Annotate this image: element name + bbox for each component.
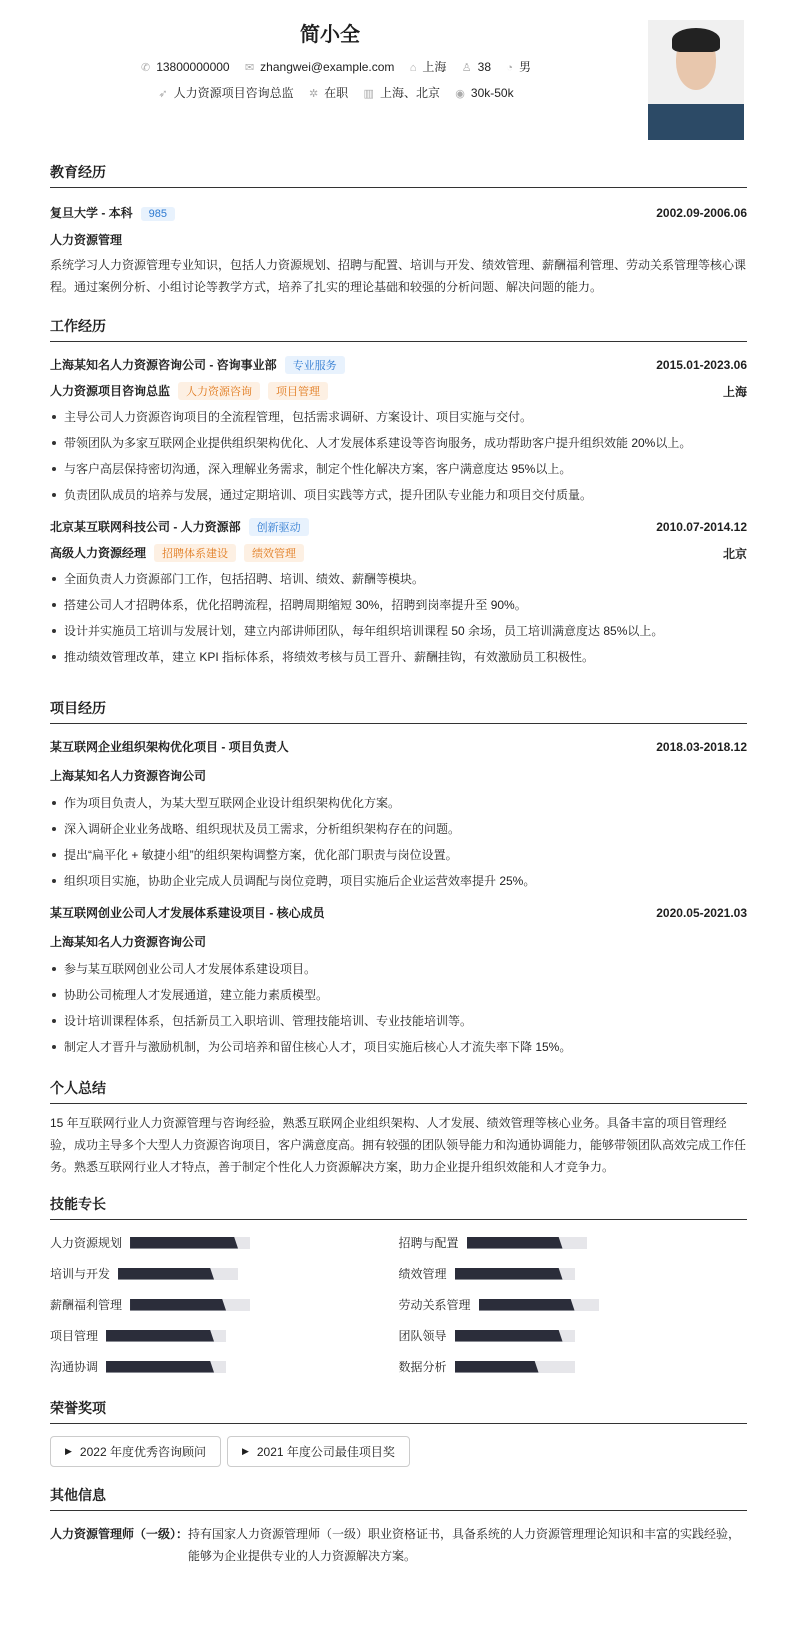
role-tag: 招聘体系建设	[154, 544, 236, 562]
job-entry	[50, 356, 747, 508]
other-section	[50, 1485, 747, 1567]
triangle-icon: ▶	[65, 1446, 72, 1456]
bullet-item: 全面负责人力资源部门工作，包括招聘、培训、绩效、薪酬等模块。	[50, 566, 747, 592]
skill-item	[399, 1265, 748, 1282]
bullet-item: 制定人才晋升与激励机制，为公司培养和留住核心人才，项目实施后核心人才流失率下降 15%。	[50, 1034, 747, 1060]
company: 北京某互联网科技公司 - 人力资源部	[50, 520, 241, 534]
bullet-item: 负责团队成员的培养与发展，通过定期培训、项目实践等方式，提升团队专业能力和项目交付质量。	[50, 482, 747, 508]
role-tag: 人力资源咨询	[178, 382, 260, 400]
major: 人力资源管理	[50, 233, 123, 247]
skill-name: 薪酬福利管理	[50, 1298, 123, 1312]
bullet-item: 深入调研企业业务战略、组织现状及员工需求，分析组织架构存在的问题。	[50, 816, 747, 842]
skill-bar-fill	[479, 1299, 575, 1311]
education-desc: 系统学习人力资源管理专业知识，包括人力资源规划、招聘与配置、培训与开发、绩效管理、薪酬福利管理、劳动关系管理等核心课程。通过案例分析、小组讨论等教学方式，培养了扎实的理论基础和较强的分析问题、解决问题的能力。	[50, 258, 747, 294]
skill-bar	[130, 1299, 250, 1311]
gender: 男	[519, 60, 532, 74]
skill-bar	[479, 1299, 599, 1311]
date: 2018.03-2018.12	[656, 739, 747, 754]
bullet-item: 组织项目实施，协助企业完成人员调配与岗位竞聘，项目实施后企业运营效率提升 25%。	[50, 868, 747, 894]
skill-bar	[130, 1237, 250, 1249]
date: 2020.05-2021.03	[656, 905, 747, 920]
school-tag: 985	[141, 207, 175, 221]
phone: 13800000000	[156, 60, 230, 74]
bullet-item: 推动绩效管理改革，建立 KPI 指标体系，将绩效考核与员工晋升、薪酬挂钩，有效激励员工积极性。	[50, 644, 747, 670]
skill-bar-fill	[455, 1361, 539, 1373]
company-tag: 创新驱动	[249, 518, 309, 536]
skill-item	[399, 1358, 748, 1375]
bullet-item: 带领团队为多家互联网企业提供组织架构优化、人才发展体系建设等咨询服务，成功帮助客户提升组织效能 20%以上。	[50, 430, 747, 456]
section-title: 个人总结	[50, 1078, 747, 1104]
skill-bar	[106, 1330, 226, 1342]
salary-icon: ◉	[455, 88, 465, 100]
skill-name: 培训与开发	[50, 1267, 111, 1281]
job-city: 北京	[722, 546, 747, 561]
award-item	[227, 1436, 410, 1467]
bullet-item: 设计并实施员工培训与发展计划，建立内部讲师团队，每年组织培训课程 50 余场，员工培训满意度达 85%以上。	[50, 618, 747, 644]
award-name: 2022 年度优秀咨询顾问	[79, 1445, 206, 1459]
target-cities: 上海、北京	[379, 86, 440, 100]
skills-section	[50, 1194, 747, 1375]
skill-bar-fill	[467, 1237, 563, 1249]
status: 在职	[324, 86, 349, 100]
position: 人力资源项目咨询总监	[173, 86, 294, 100]
bullet-item: 提出“扁平化 + 敏捷小组”的组织架构调整方案，优化部门职责与岗位设置。	[50, 842, 747, 868]
job-city: 上海	[722, 384, 747, 399]
role: 高级人力资源经理	[50, 546, 147, 560]
project-name: 某互联网创业公司人才发展体系建设项目 - 核心成员	[50, 906, 325, 920]
avatar-photo	[648, 20, 744, 140]
age: 38	[477, 60, 492, 74]
skill-bar-fill	[130, 1237, 238, 1249]
skill-name: 数据分析	[398, 1360, 447, 1374]
contact-row	[0, 58, 660, 75]
skill-bar-fill	[455, 1268, 563, 1280]
skill-bar	[455, 1361, 575, 1373]
project-org: 上海某知名人力资源咨询公司	[50, 769, 207, 783]
home-icon: ⌂	[409, 62, 417, 74]
age-icon: ♙	[461, 62, 472, 74]
mail-icon: ✉	[244, 62, 255, 74]
skill-item	[50, 1358, 399, 1375]
bullet-item: 作为项目负责人，为某大型互联网企业设计组织架构优化方案。	[50, 790, 747, 816]
skill-bar-fill	[455, 1330, 563, 1342]
skill-name: 招聘与配置	[398, 1236, 459, 1250]
section-title: 荣誉奖项	[50, 1398, 747, 1424]
status-icon: ✲	[308, 88, 319, 100]
project-name: 某互联网企业组织架构优化项目 - 项目负责人	[50, 740, 289, 754]
role-tag: 绩效管理	[244, 544, 304, 562]
city: 上海	[422, 60, 447, 74]
skill-name: 项目管理	[50, 1329, 99, 1343]
skill-item	[50, 1234, 399, 1251]
send-icon: ➶	[158, 88, 168, 100]
email: zhangwei@example.com	[260, 60, 395, 74]
skill-item	[399, 1296, 748, 1313]
skill-name: 绩效管理	[398, 1267, 447, 1281]
skill-name: 劳动关系管理	[398, 1298, 471, 1312]
company-tag: 专业服务	[285, 356, 345, 374]
skill-bar	[455, 1268, 575, 1280]
skill-bar	[118, 1268, 238, 1280]
skill-bar-fill	[106, 1330, 214, 1342]
section-title: 教育经历	[50, 162, 747, 188]
bullet-item: 与客户高层保持密切沟通，深入理解业务需求，制定个性化解决方案，客户满意度达 95%以上。	[50, 456, 747, 482]
education-section	[50, 162, 747, 298]
other-text: 持有国家人力资源管理师（一级）职业资格证书，具备系统的人力资源管理理论知识和丰富的实践经验，能够为企业提供专业的人力资源解决方案。	[188, 1527, 741, 1563]
job-intent-row	[0, 84, 660, 101]
bullet-item: 搭建公司人才招聘体系，优化招聘流程，招聘周期缩短 30%，招聘到岗率提升至 90%。	[50, 592, 747, 618]
job-entry	[50, 518, 747, 670]
date: 2002.09-2006.06	[656, 205, 747, 220]
skill-item	[399, 1327, 748, 1344]
name: 简小全	[300, 24, 360, 46]
skill-item	[50, 1327, 399, 1344]
salary: 30k-50k	[470, 86, 514, 100]
skill-bar-fill	[118, 1268, 214, 1280]
other-label: 人力资源管理师（一级）：	[50, 1527, 189, 1541]
award-item	[50, 1436, 221, 1467]
skill-item	[399, 1234, 748, 1251]
section-title: 其他信息	[50, 1485, 747, 1511]
summary-section	[50, 1078, 747, 1178]
summary-text: 15 年互联网行业人力资源管理与咨询经验，熟悉互联网企业组织架构、人才发展、绩效管理等核心业务。具备丰富的项目管理经验，成功主导多个大型人力资源咨询项目，客户满意度高。拥有较强的团队领导能力和沟通协调能力，能够带领团队高效完成工作任务。熟悉互联网行业人才特点，善于制定个性化人力资源解决方案，助力企业提升组织效能和人才竞争力。	[50, 1116, 747, 1174]
section-title: 技能专长	[50, 1194, 747, 1220]
bullet-item: 设计培训课程体系，包括新员工入职培训、管理技能培训、专业技能培训等。	[50, 1008, 747, 1034]
bullet-item: 协助公司梳理人才发展通道，建立能力素质模型。	[50, 982, 747, 1008]
project-entry	[50, 738, 747, 894]
gender-icon: ◔	[506, 62, 514, 74]
date: 2015.01-2023.06	[656, 358, 747, 372]
award-name: 2021 年度公司最佳项目奖	[256, 1445, 395, 1459]
work-section	[50, 316, 747, 670]
building-icon: ▥	[363, 88, 374, 100]
skill-name: 沟通协调	[50, 1360, 99, 1374]
role: 人力资源项目咨询总监	[50, 384, 171, 398]
awards-section	[50, 1398, 747, 1467]
skill-bar	[467, 1237, 587, 1249]
skill-item	[50, 1265, 399, 1282]
skill-name: 团队领导	[398, 1329, 447, 1343]
bullet-item: 参与某互联网创业公司人才发展体系建设项目。	[50, 956, 747, 982]
project-section	[50, 698, 747, 1060]
skill-bar-fill	[130, 1299, 226, 1311]
school: 复旦大学 - 本科	[50, 206, 133, 220]
triangle-icon: ▶	[241, 1446, 249, 1456]
skill-bar	[455, 1330, 575, 1342]
project-org: 上海某知名人力资源咨询公司	[50, 935, 207, 949]
date: 2010.07-2014.12	[656, 520, 747, 534]
skill-name: 人力资源规划	[50, 1236, 123, 1250]
project-entry	[50, 904, 747, 1060]
skill-bar-fill	[106, 1361, 214, 1373]
section-title: 工作经历	[50, 316, 747, 342]
phone-icon: ✆	[140, 62, 151, 74]
skill-bar	[106, 1361, 226, 1373]
role-tag: 项目管理	[268, 382, 328, 400]
section-title: 项目经历	[50, 698, 747, 724]
company: 上海某知名人力资源咨询公司 - 咨询事业部	[50, 358, 277, 372]
skill-item	[50, 1296, 399, 1313]
bullet-item: 主导公司人力资源咨询项目的全流程管理，包括需求调研、方案设计、项目实施与交付。	[50, 404, 747, 430]
